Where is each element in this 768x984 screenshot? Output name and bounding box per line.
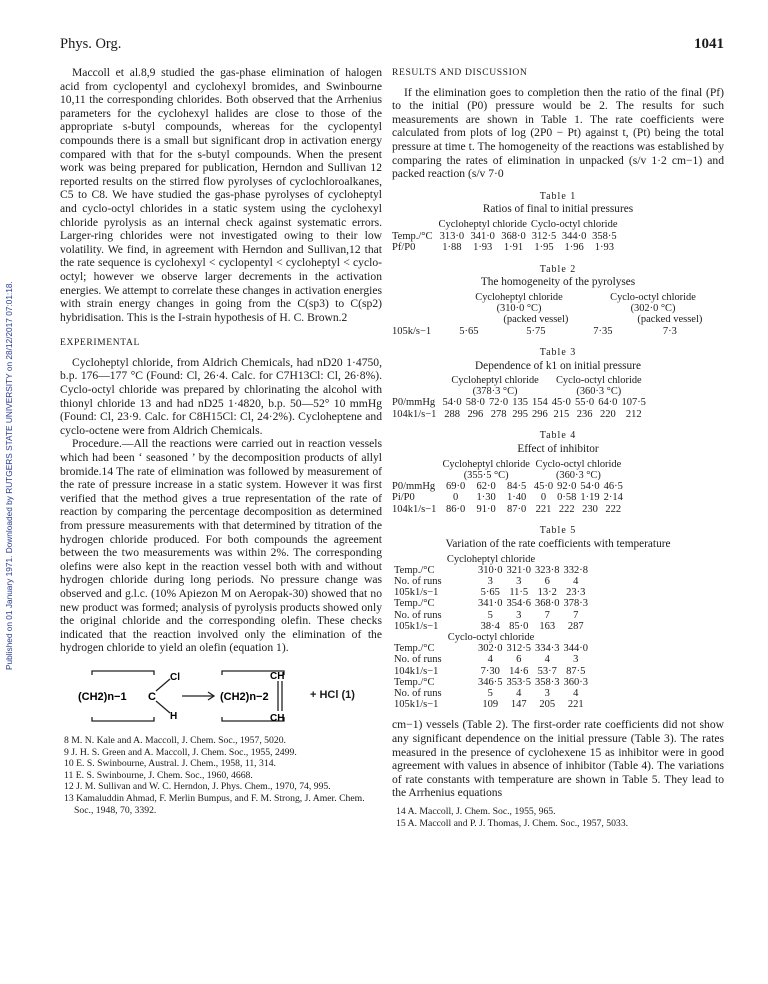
table-row: Temp./°C 341·0 354·6 368·0 378·3 (394, 598, 588, 610)
equation-chlorine: Cl (170, 671, 180, 683)
packed-label-heptyl: (packed vessel) (503, 313, 569, 325)
reference-15: 15 A. Maccoll and P. J. Thomas, J. Chem. Soc., 1957, 5033. (396, 817, 629, 829)
left-references (60, 735, 382, 816)
table-1 (392, 219, 621, 254)
experimental-heading: EXPERIMENTAL (60, 337, 140, 349)
journal-name: Phys. Org. (60, 36, 122, 52)
table-row: No. of runs 5 4 3 4 (394, 688, 579, 700)
table-row: 105k1/s−1 109 147 205 221 (394, 699, 584, 711)
table-3-label: Table 3 (539, 347, 577, 359)
table-row: 104k1/s−1 7·30 14·6 53·7 87·5 (394, 665, 586, 677)
table-1-group-octyl: Cyclo-octyl chloride (530, 218, 618, 230)
table-3: Cycloheptyl chloride (378·3 °C) Cyclo-octyl chloride (360·3 °C) P0/mmHg 54·0 58·0 72·0 135 154 45·0 55·0 64·0 107·5 104k1/s−1 288 296 278 295 296 215 236 220 212 (392, 375, 650, 420)
table-1-group-heptyl: Cycloheptyl chloride (438, 218, 527, 230)
table-1-label: Table 1 (539, 190, 577, 202)
table-row: 105k/s−1 5·65 5·75 7·35 7·3 (392, 325, 677, 337)
table-2-group-heptyl: Cycloheptyl chloride (310·0 °C) (475, 291, 563, 314)
table-1-caption: Ratios of final to initial pressures (482, 203, 634, 216)
continuation-paragraph: cm−1) vessels (Table 2). The first-order rate coefficients did not show any significant dependence on the initial pressure (Table 3). The rates measured in the presence of cyclohexene 15 as inhibitor were in good agreement with values in absence of inhibitor (Table 4). The variations of rate constants with temperature are shown in Table 5. They lead to the Arrhenius equations (392, 718, 724, 800)
table-row: Pf/P0 1·88 1·93 1·91 1·95 1·96 1·93 (392, 242, 614, 254)
table-2-caption: The homogeneity of the pyrolyses (480, 276, 636, 289)
table-5 (394, 554, 592, 711)
table-row: No. of runs 4 6 4 3 (394, 654, 579, 666)
page-number: 1041 (694, 36, 724, 52)
table-row: 104k1/s−1 86·0 91·0 87·0 221 222 230 222 (392, 503, 622, 515)
table-2 (392, 292, 722, 337)
table-row: 104k1/s−1 288 296 278 295 296 215 236 220 212 (392, 408, 642, 420)
download-watermark (4, 110, 16, 670)
equation-ch-top: CH (270, 670, 285, 682)
equation-bonds-graphic (74, 667, 304, 725)
table-2-label: Table 2 (539, 263, 577, 275)
equation-ch-bottom: CH (270, 712, 285, 724)
reference-14: 14 A. Maccoll, J. Chem. Soc., 1955, 965. (396, 806, 556, 818)
download-watermark-text: Published on 01 January 1971. Downloaded by RUTGERS STATE UNIVERSITY on 28/12/2017 07:01:18. (4, 281, 14, 670)
right-references (392, 806, 724, 829)
table-5-caption: Variation of the rate coefficients with temperature (445, 538, 671, 551)
table-row: No. of runs 5 3 7 7 (394, 609, 579, 621)
table-row: Temp./°C 302·0 312·5 334·3 344·0 (394, 643, 588, 655)
packed-label-octyl: (packed vessel) (637, 313, 703, 325)
reference-10: 10 E. S. Swinbourne, Austral. J. Chem., 1958, 11, 314. (64, 758, 276, 770)
table-3-caption: Dependence of k1 on initial pressure (475, 359, 641, 372)
table-5-section-octyl: Cyclo-octyl chloride (447, 632, 535, 644)
table-row: Temp./°C 346·5 353·5 358·3 360·3 (394, 676, 588, 688)
table-row: Temp./°C 313·0 341·0 368·0 312·5 344·0 358·5 (392, 230, 617, 242)
table-row: No. of runs 3 3 6 4 (394, 576, 579, 588)
right-column (392, 66, 724, 829)
equation-carbon: C (148, 690, 156, 703)
reference-8: 8 M. N. Kale and A. Maccoll, J. Chem. Soc., 1957, 5020. (64, 734, 286, 746)
table-row: P0/mmHg 54·0 58·0 72·0 135 154 45·0 55·0 64·0 107·5 (392, 397, 646, 409)
experimental-paragraph: Cycloheptyl chloride, from Aldrich Chemicals, had nD20 1·4750, b.p. 176—177 °C (Found: Cl, 26·4. Calc. for C7H13Cl: Cl, 26·8%). Cyclo-octyl chloride was prepared by chlorinating the alcohol with thionyl chloride 13 and had nD25 1·4820, b.p. 50—52° 10 mmHg (Found: Cl, 23·9. Calc. for C8H15Cl: Cl, 24·2%). Cycloheptene and cyclo-octene were from Aldrich Chemicals. (60, 355, 382, 437)
table-row: 105k1/s−1 38·4 85·0 163 287 (394, 620, 584, 632)
table-5-section-heptyl: Cycloheptyl chloride (446, 553, 536, 565)
equation-reactant-chain: (CH2)n−1 (78, 690, 127, 703)
table-row: Pi/P0 0 1·30 1·40 0 0·58 1·19 2·14 (392, 492, 623, 504)
table-4: Cycloheptyl chloride (355·5 °C) Cyclo-octyl chloride (360·3 °C) P0/mmHg 69·0 62·0 84·5 45·0 92·0 54·0 46·5 Pi/P0 0 1·30 1·40 0 0·58 1·19 2·14 104k1/s−1 86·0 91·0 87·0 221 222 230 222 (392, 459, 627, 516)
procedure-paragraph: Procedure.—All the reactions were carried out in reaction vessels which had been ‘ seasoned ’ by the decomposition products of allyl bromide.14 The rate of elimination was followed by measurement of the rate of pressure increase in a static system. However it was first verified that the method gives a true representation of the rate of reaction by comparing the percentage decomposition as determined from pressure measurements with that determined by titration of the hydrogen chloride produced. For both compounds the agreement between the two measurements was within 2%. The corresponding olefins were also kept in the reaction vessel both with and without hydrogen chloride during long periods. No pressure change was observed and g.l.c. (10% Apiezon M on Aeropak-30) showed that no new product was formed; analysis of pyrolysis products showed only the original chloride and the corresponding olefin. These checks indicated that the reaction involved only the elimination of the hydrogen chloride to yield an olefin (equation 1). (60, 437, 382, 655)
table-row: 105k1/s−1 5·65 11·5 13·2 23·3 (394, 587, 586, 599)
table-2-group-octyl: Cyclo-octyl chloride (302·0 °C) (610, 291, 696, 314)
table-4-label: Table 4 (539, 430, 577, 442)
reference-11: 11 E. S. Swinbourne, J. Chem. Soc., 1960, 4668. (64, 769, 253, 781)
left-column (60, 66, 382, 816)
table-4-caption: Effect of inhibitor (517, 443, 599, 456)
table-row: Temp./°C 310·0 321·0 323·8 332·8 (394, 564, 588, 576)
equation-hydrogen: H (170, 710, 178, 722)
reference-9: 9 J. H. S. Green and A. Maccoll, J. Chem. Soc., 1955, 2499. (64, 746, 297, 758)
table-5-label: Table 5 (539, 525, 577, 537)
equation-hcl: + HCl (1) (310, 689, 355, 702)
page-header (60, 36, 724, 54)
results-paragraph: If the elimination goes to completion then the ratio of the final (Pf) to the initial (P0) pressure would be 2. The results for such measurements are shown in Table 1. The rate coefficients were calculated from plots of log (2P0 − Pt) against t, (Pt) being the total pressure at time t. The homogeneity of the reactions was established by comparing the rates of elimination in unpacked (s/v 1·2 cm−1) and packed reaction (s/v 7·0 (392, 85, 724, 181)
equation-product-chain: (CH2)n−2 (220, 690, 269, 703)
equation-1 (74, 667, 382, 725)
reference-12: 12 J. M. Sullivan and W. C. Herndon, J. Phys. Chem., 1970, 74, 995. (64, 781, 331, 793)
table-row: P0/mmHg 69·0 62·0 84·5 45·0 92·0 54·0 46·5 (392, 480, 623, 492)
reference-13: 13 Kamaluddin Ahmad, F. Merlin Bumpus, and F. M. Strong, J. Amer. Chem. Soc., 1948, 70, 3392. (64, 792, 365, 816)
results-heading: RESULTS AND DISCUSSION (392, 67, 528, 78)
intro-paragraph: Maccoll et al.8,9 studied the gas-phase elimination of halogen acid from cyclopentyl and cyclohexyl bromides, and Swinbourne 10,11 the corresponding chlorides. Both observed that the Arrhenius parameters for the cyclohexyl halides are close to those of the appropriate s-butyl compounds, whereas for the cyclopentyl compounds there is a small but significant drop in activation energy compared with that for the s-butyl compounds. When the present work was being prepared for publication, Herndon and Sullivan 12 reported results on the stirred flow pyrolyses of cyclochloroalkanes, C5 to C8. We have studied the gas-phase pyrolyses of cycloheptyl and cyclo-octyl chlorides in a static system using the cyclohexyl chloride pyrolysis as an internal check against systematic errors. Larger-ring chlorides were not investigated owing to their low volatility. We find, in agreement with Herndon and Sullivan,12 that the rate sequence is cyclohexyl < cyclopentyl < cycloheptyl < cyclo-octyl; however we observe larger decrements in the activation energies. We attempt to correlate these changes in activation energies with strain energy changes in going from the C(sp3) to C(sp2) hybridisation. This is the I-strain hypothesis of H. C. Brown.2 (60, 66, 382, 324)
